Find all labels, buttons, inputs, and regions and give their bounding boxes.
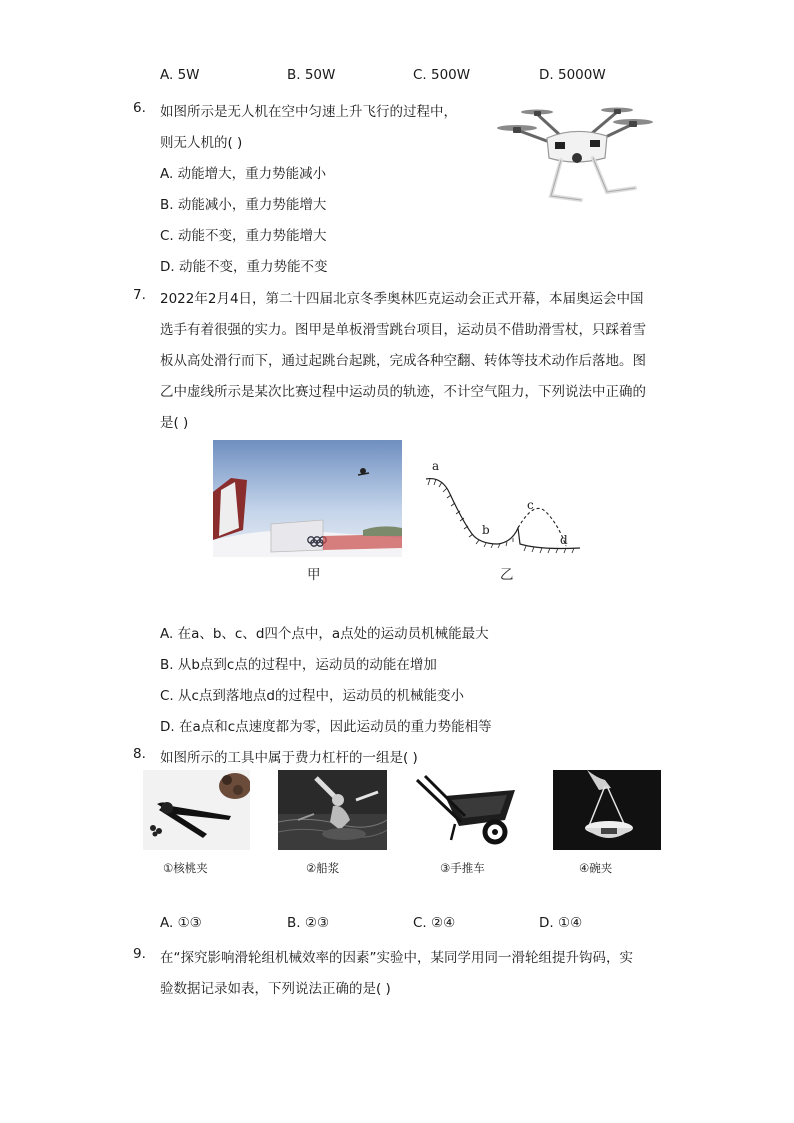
walnut-cracker-image bbox=[143, 770, 250, 850]
q7-stem-line-5: 是( ) bbox=[160, 415, 189, 431]
q5-option-b: B. 50W bbox=[287, 67, 336, 83]
q7-option-a: A. 在a、b、c、d四个点中，a点处的运动员机械能最大 bbox=[160, 626, 489, 642]
q7-option-c: C. 从c点到落地点d的过程中，运动员的机械能变小 bbox=[160, 688, 464, 704]
q9-stem-line-1: 在“探究影响滑轮组机械效率的因素”实验中，某同学用同一滑轮组提升钩码，实 bbox=[160, 950, 633, 966]
wheelbarrow-image bbox=[415, 770, 523, 850]
drone-image bbox=[495, 100, 660, 205]
q8-stem: 如图所示的工具中属于费力杠杆的一组是( ) bbox=[160, 750, 418, 766]
q7-stem-line-3: 板从高处滑行而下，通过起跳台起跳，完成各种空翻、转体等技术动作后落地。图 bbox=[160, 353, 646, 369]
q8-option-d: D. ①④ bbox=[539, 915, 583, 931]
trajectory-diagram bbox=[420, 452, 590, 564]
point-d-label: d bbox=[560, 533, 568, 547]
tool-caption-2: ②船浆 bbox=[306, 861, 340, 875]
q8-option-c: C. ②④ bbox=[413, 915, 456, 931]
fig-a-caption: 甲 bbox=[307, 567, 321, 583]
q7-number: 7. bbox=[133, 287, 146, 303]
q6-stem-line-2: 则无人机的( ) bbox=[160, 135, 243, 151]
q6-option-a: A. 动能增大，重力势能减小 bbox=[160, 166, 327, 182]
tool-caption-1: ①核桃夹 bbox=[163, 861, 208, 875]
q7-option-d: D. 在a点和c点速度都为零，因此运动员的重力势能相等 bbox=[160, 719, 492, 735]
q9-stem-line-2: 验数据记录如表，下列说法正确的是( ) bbox=[160, 981, 391, 997]
q7-stem-line-1: 2022年2月4日，第二十四届北京冬季奥林匹克运动会正式开幕，本届奥运会中国 bbox=[160, 291, 644, 307]
q5-option-c: C. 500W bbox=[413, 67, 471, 83]
point-a-label: a bbox=[432, 459, 440, 473]
q9-number: 9. bbox=[133, 946, 146, 962]
q8-option-a: A. ①③ bbox=[160, 915, 202, 931]
tool-caption-3: ③手推车 bbox=[440, 861, 485, 875]
bowl-clip-image bbox=[553, 770, 661, 850]
q6-option-c: C. 动能不变，重力势能增大 bbox=[160, 228, 327, 244]
tool-caption-4: ④碗夹 bbox=[579, 861, 613, 875]
q7-stem-line-4: 乙中虚线所示是某次比赛过程中运动员的轨迹，不计空气阻力，下列说法中正确的 bbox=[160, 384, 646, 400]
point-b-label: b bbox=[482, 523, 490, 537]
point-c-label: c bbox=[527, 498, 534, 512]
q6-stem-line-1: 如图所示是无人机在空中匀速上升飞行的过程中， bbox=[160, 104, 457, 120]
q6-number: 6. bbox=[133, 100, 146, 116]
q8-number: 8. bbox=[133, 746, 146, 762]
fig-b-caption: 乙 bbox=[500, 567, 514, 583]
ski-jump-photo bbox=[213, 440, 402, 557]
q5-option-a: A. 5W bbox=[160, 67, 200, 83]
rowing-image bbox=[278, 770, 387, 850]
q6-option-b: B. 动能减小，重力势能增大 bbox=[160, 197, 327, 213]
q5-option-d: D. 5000W bbox=[539, 67, 606, 83]
q8-option-b: B. ②③ bbox=[287, 915, 330, 931]
q7-stem-line-2: 选手有着很强的实力。图甲是单板滑雪跳台项目，运动员不借助滑雪杖，只踩着雪 bbox=[160, 322, 646, 338]
q6-option-d: D. 动能不变，重力势能不变 bbox=[160, 259, 328, 275]
q7-option-b: B. 从b点到c点的过程中，运动员的动能在增加 bbox=[160, 657, 437, 673]
